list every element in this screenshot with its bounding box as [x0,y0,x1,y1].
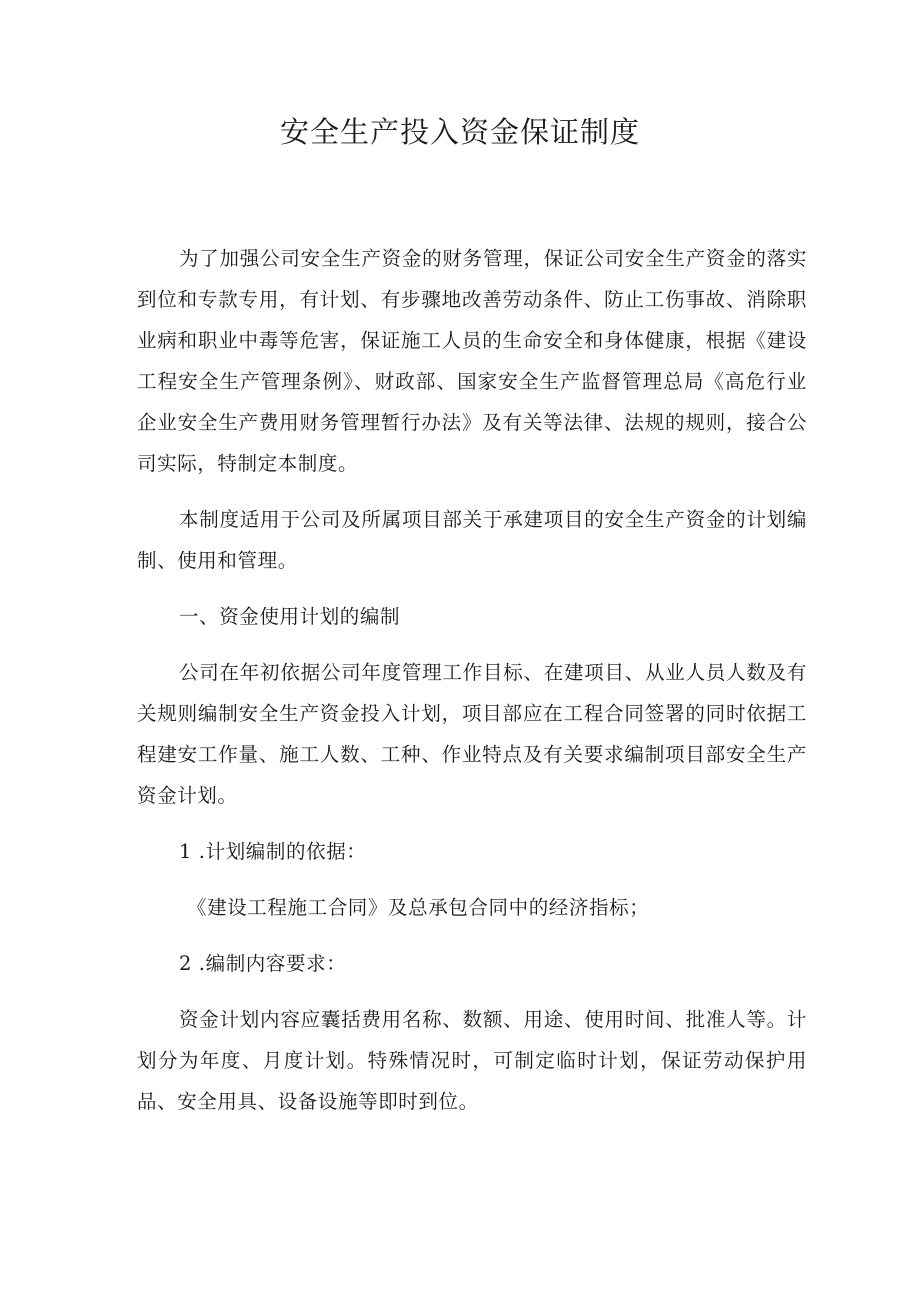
paragraph-plan: 公司在年初依据公司年度管理工作目标、在建项目、从业人员人数及有关规则编制安全生产资金投入计划，项目部应在工程合同签署的同时依据工程建安工作量、施工人数、工种、作业特点及有关要求编制项目部安全生产资金计划。 [137,661,807,807]
section-heading-plan: 一、资金使用计划的编制 [179,605,401,628]
paragraph-content-requirements: 资金计划内容应囊括费用名称、数额、用途、使用时间、批准人等。计划分为年度、月度计划。特殊情况时，可制定临时计划，保证劳动保护用品、安全用具、设备设施等即时到位。 [137,1008,807,1113]
list-item-basis: 1 .计划编制的依据： [179,840,367,863]
paragraph-scope: 本制度适用于公司及所属项目部关于承建项目的安全生产资金的计划编制、使用和管理。 [137,508,807,572]
paragraph-basis-contract: 《建设工程施工合同》及总承包合同中的经济指标； [187,896,650,919]
document-title: 安全生产投入资金保证制度 [279,115,640,149]
paragraph-purpose: 为了加强公司安全生产资金的财务管理，保证公司安全生产资金的落实到位和专款专用，有计划、有步骤地改善劳动条件、防止工伤事故、消除职业病和职业中毒等危害，保证施工人员的生命安全和身体健康，根据《建设工程安全生产管理条例》、财政部、国家安全生产监督管理总局《高危行业企业安全生产费用财务管理暂行办法》及有关等法律、法规的规则，接合公司实际，特制定本制度。 [137,247,807,475]
document-body [137,238,807,1137]
list-item-content: 2 .编制内容要求： [179,952,347,975]
